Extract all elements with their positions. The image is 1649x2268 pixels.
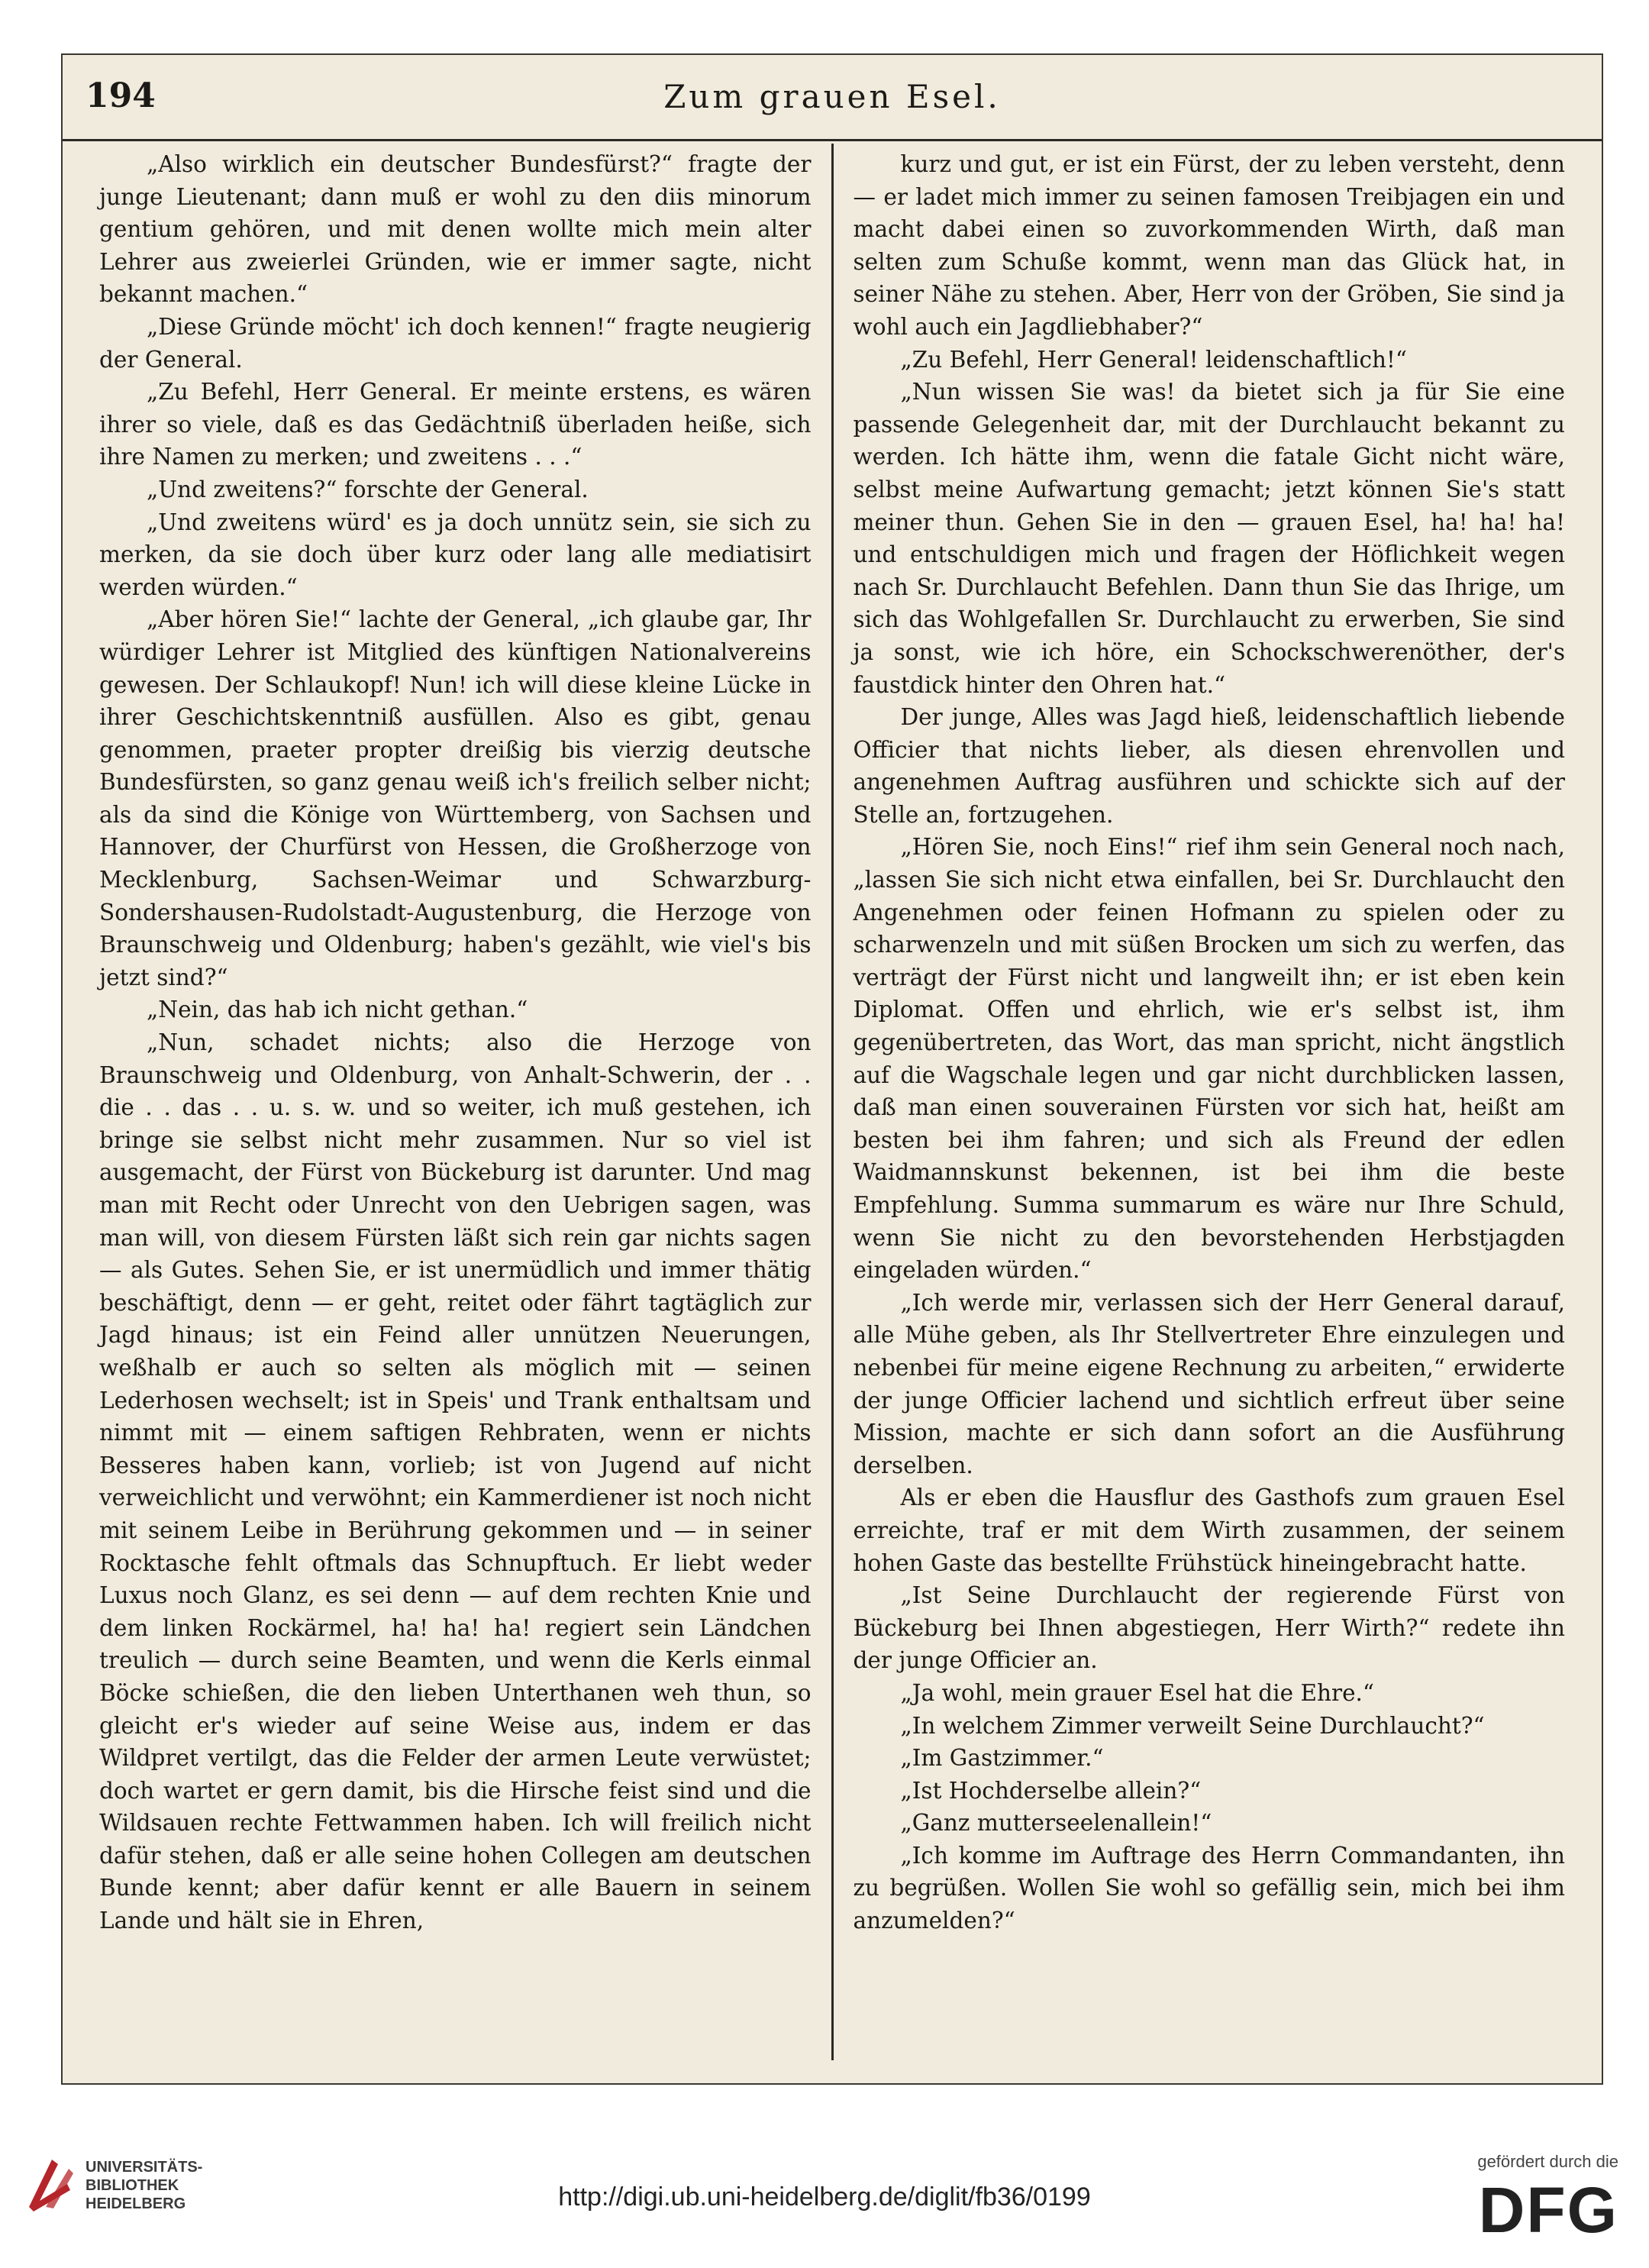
paragraph: „Nein, das hab ich nicht gethan.“ bbox=[147, 997, 528, 1023]
paragraph: „Ist Seine Durchlaucht der regierende Fürst von Bückeburg bei Ihnen abgestiegen, Herr Wirth?“ redete ihn der junge Officier an. bbox=[853, 1582, 1565, 1674]
scanned-page bbox=[61, 53, 1603, 2085]
paragraph: „Und zweitens würd' es ja doch unnütz sein, sie sich zu merken, da sie doch über kurz oder lang alle mediatisirt werden würden.“ bbox=[99, 509, 812, 600]
running-title: Zum grauen Esel. bbox=[663, 78, 1001, 115]
paragraph: „Hören Sie, noch Eins!“ rief ihm sein General noch nach, „lassen Sie sich nicht etwa einfallen, bei Sr. Durchlaucht den Angenehmen oder feinen Hofmann zu spielen oder zu scharwenzeln und mit süßen Brocken um sich zu werfen, das verträgt der Fürst nicht und langweilt ihn; er ist eben kein Diplomat. Offen und ehrlich, wie er's selbst ist, ihm gegenübertreten, das Wort, das man spricht, nicht ängstlich auf die Wagschale legen und gar nicht durchblicken lassen, daß man einen souverainen Fürsten vor sich hat, heißt am besten bei ihm fahren; und sich als Freund der edlen Waidmannskunst bekennen, ist bei ihm die beste Empfehlung. Summa summarum es wäre nur Ihre Schuld, wenn Sie nicht zu den bevorstehenden Herbstjagden eingeladen würden.“ bbox=[853, 834, 1565, 1284]
paragraph: „Ich werde mir, verlassen sich der Herr General darauf, alle Mühe geben, als Ihr Stellvertreter Ehre einzulegen und nebenbei für meine eigene Rechnung zu arbeiten,“ erwiderte der junge Officier lachend und sichtlich erfreut über seine Mission, machte er sich dann sofort an die Ausführung derselben. bbox=[853, 1289, 1565, 1478]
paragraph: „Nun, schadet nichts; also die Herzoge von Braunschweig und Oldenburg, von Anhalt-Schwerin, der . . die . . das . . u. s. w. und so weiter, ich muß gestehen, ich bringe sie selbst nicht mehr zusammen. Nur so viel ist ausgemacht, der Fürst von Bückeburg ist darunter. Und mag man mit Recht oder Unrecht von den Uebrigen sagen, was man will, von diesem Fürsten läßt sich rein gar nichts sagen — als Gutes. Sehen Sie, er ist unermüdlich und immer thätig beschäftigt, denn — er geht, reitet oder fährt tagtäglich zur Jagd hinaus; ist ein Feind aller unnützen Neuerungen, weßhalb er auch so selten als möglich mit — seinen Lederhosen wechselt; ist in Speis' und Trank enthaltsam und nimmt mit — einem saftigen Rehbraten, wenn er nichts Besseres haben kann, vorlieb; ist von Jugend auf nicht verweichlicht und verwöhnt; ein Kammerdiener ist noch nicht mit seinem Leibe in Berührung gekommen und — in seiner Rocktasche fehlt oftmals das Schnupftuch. Er liebt weder Luxus noch Glanz, es sei denn — auf dem rechten Knie und dem linken Rockärmel, ha! ha! ha! regiert sein Ländchen treulich — durch seine Beamten, und wenn die Kerls einmal Böcke schießen, die den lieben Unterthanen weh thun, so gleicht er's wieder auf seine Weise aus, indem er das Wildpret vertilgt, das die Felder der armen Leute verwüstet; doch wartet er gern damit, bis die Hirsche feist sind und die Wildsauen rechte Fettwammen haben. Ich will freilich nicht dafür stehen, daß er alle seine hohen Collegen am deutschen Bunde kennt; aber dafür kennt er alle Bauern in seinem Lande und hält sie in Ehren, bbox=[99, 1029, 812, 1934]
paragraph: Als er eben die Hausflur des Gasthofs zum grauen Esel erreichte, traf er mit dem Wirth zusammen, der seinem hohen Gaste das bestellte Frühstück hineingebracht hatte. bbox=[853, 1485, 1565, 1576]
library-name-line: BIBLIOTHEK bbox=[86, 2177, 179, 2194]
paragraph: „Diese Gründe möcht' ich doch kennen!“ fragte neugierig der General. bbox=[99, 313, 812, 373]
permalink-url[interactable]: http://digi.ub.uni-heidelberg.de/diglit/fb36/0199 bbox=[558, 2182, 1091, 2211]
page-header bbox=[63, 55, 1602, 141]
left-column bbox=[79, 144, 834, 2060]
paragraph: „Zu Befehl, Herr General! leidenschaftlich!“ bbox=[900, 346, 1407, 373]
paragraph: „Aber hören Sie!“ lachte der General, „ich glaube gar, Ihr würdiger Lehrer ist Mitglied des künftigen Nationalvereins gewesen. Der Schlaukopf! Nun! ich will diese kleine Lücke in ihrer Geschichtskenntniß ausfüllen. Also es gibt, genau genommen, praeter propter dreißig bis vierzig deutsche Bundesfürsten, so ganz genau weiß ich's freilich selber nicht; als da sind die Könige von Württemberg, von Sachsen und Hannover, der Churfürst von Hessen, die Großherzoge von Mecklenburg, Sachsen-Weimar und Schwarzburg-Sondershausen-Rudolstadt-Augustenburg, die Herzoge von Braunschweig und Oldenburg; haben's gezählt, wie viel's bis jetzt sind?“ bbox=[99, 606, 812, 990]
footer-bar bbox=[0, 2115, 1649, 2268]
page-number: 194 bbox=[86, 76, 156, 115]
paragraph: „Ja wohl, mein grauer Esel hat die Ehre.“ bbox=[900, 1679, 1374, 1706]
paragraph: „Ganz mutterseelenallein!“ bbox=[900, 1810, 1212, 1837]
library-name-line: HEIDELBERG bbox=[86, 2195, 186, 2212]
library-name-line: UNIVERSITÄTS- bbox=[86, 2159, 203, 2176]
paragraph: „Zu Befehl, Herr General. Er meinte erstens, es wären ihrer so viele, daß es das Gedächtniß überladen heiße, sich ihre Namen zu merken; und zweitens . . .“ bbox=[99, 379, 812, 470]
paragraph: „Ich komme im Auftrage des Herrn Commandanten, ihn zu begrüßen. Wollen Sie wohl so gefällig sein, mich bei ihm anzumelden?“ bbox=[853, 1842, 1565, 1934]
text-columns bbox=[79, 144, 1585, 2060]
paragraph: kurz und gut, er ist ein Fürst, der zu leben versteht, denn — er ladet mich immer zu seinen famosen Treibjagen ein und macht dabei einen so zuvorkommenden Wirth, daß man selten zum Schuße kommt, wenn man das Glück hat, in seiner Nähe zu stehen. Aber, Herr von der Gröben, Sie sind ja wohl auch ein Jagdliebhaber?“ bbox=[853, 151, 1565, 340]
paragraph: „Nun wissen Sie was! da bietet sich ja für Sie eine passende Gelegenheit dar, mit der Durchlaucht bekannt zu werden. Ich hätte ihm, wenn die fatale Gicht nicht wäre, selbst meine Aufwartung gemacht; jetzt können Sie's statt meiner thun. Gehen Sie in den — grauen Esel, ha! ha! ha! und entschuldigen mich und fragen der Höflichkeit wegen nach Sr. Durchlaucht Befehlen. Dann thun Sie das Ihrige, um sich das Wohlgefallen Sr. Durchlaucht zu erwerben, Sie sind ja sonst, wie ich höre, ein Schockschwerenöther, der's faustdick hinter den Ohren hat.“ bbox=[853, 379, 1565, 698]
paragraph: „Im Gastzimmer.“ bbox=[900, 1745, 1104, 1772]
dfg-logo: DFG bbox=[1478, 2174, 1618, 2246]
paragraph: „Und zweitens?“ forschte der General. bbox=[147, 476, 589, 502]
paragraph: „In welchem Zimmer verweilt Seine Durchlaucht?“ bbox=[900, 1712, 1485, 1739]
paragraph: „Ist Hochderselbe allein?“ bbox=[900, 1777, 1202, 1804]
paragraph: Der junge, Alles was Jagd hieß, leidenschaftlich liebende Officier that nichts lieber, als diesen ehrenvollen und angenehmen Auftrag ausführen und schickte sich auf der Stelle an, fortzugehen. bbox=[853, 704, 1565, 828]
paragraph: „Also wirklich ein deutscher Bundesfürst?“ fragte der junge Lieutenant; dann muß er wohl zu den diis minorum gentium gehören, und mit denen wollte mich mein alter Lehrer aus zweierlei Gründen, wie er immer sagte, nicht bekannt machen.“ bbox=[99, 151, 812, 308]
right-column bbox=[834, 144, 1586, 2060]
funded-by-label: gefördert durch die bbox=[1477, 2152, 1618, 2171]
